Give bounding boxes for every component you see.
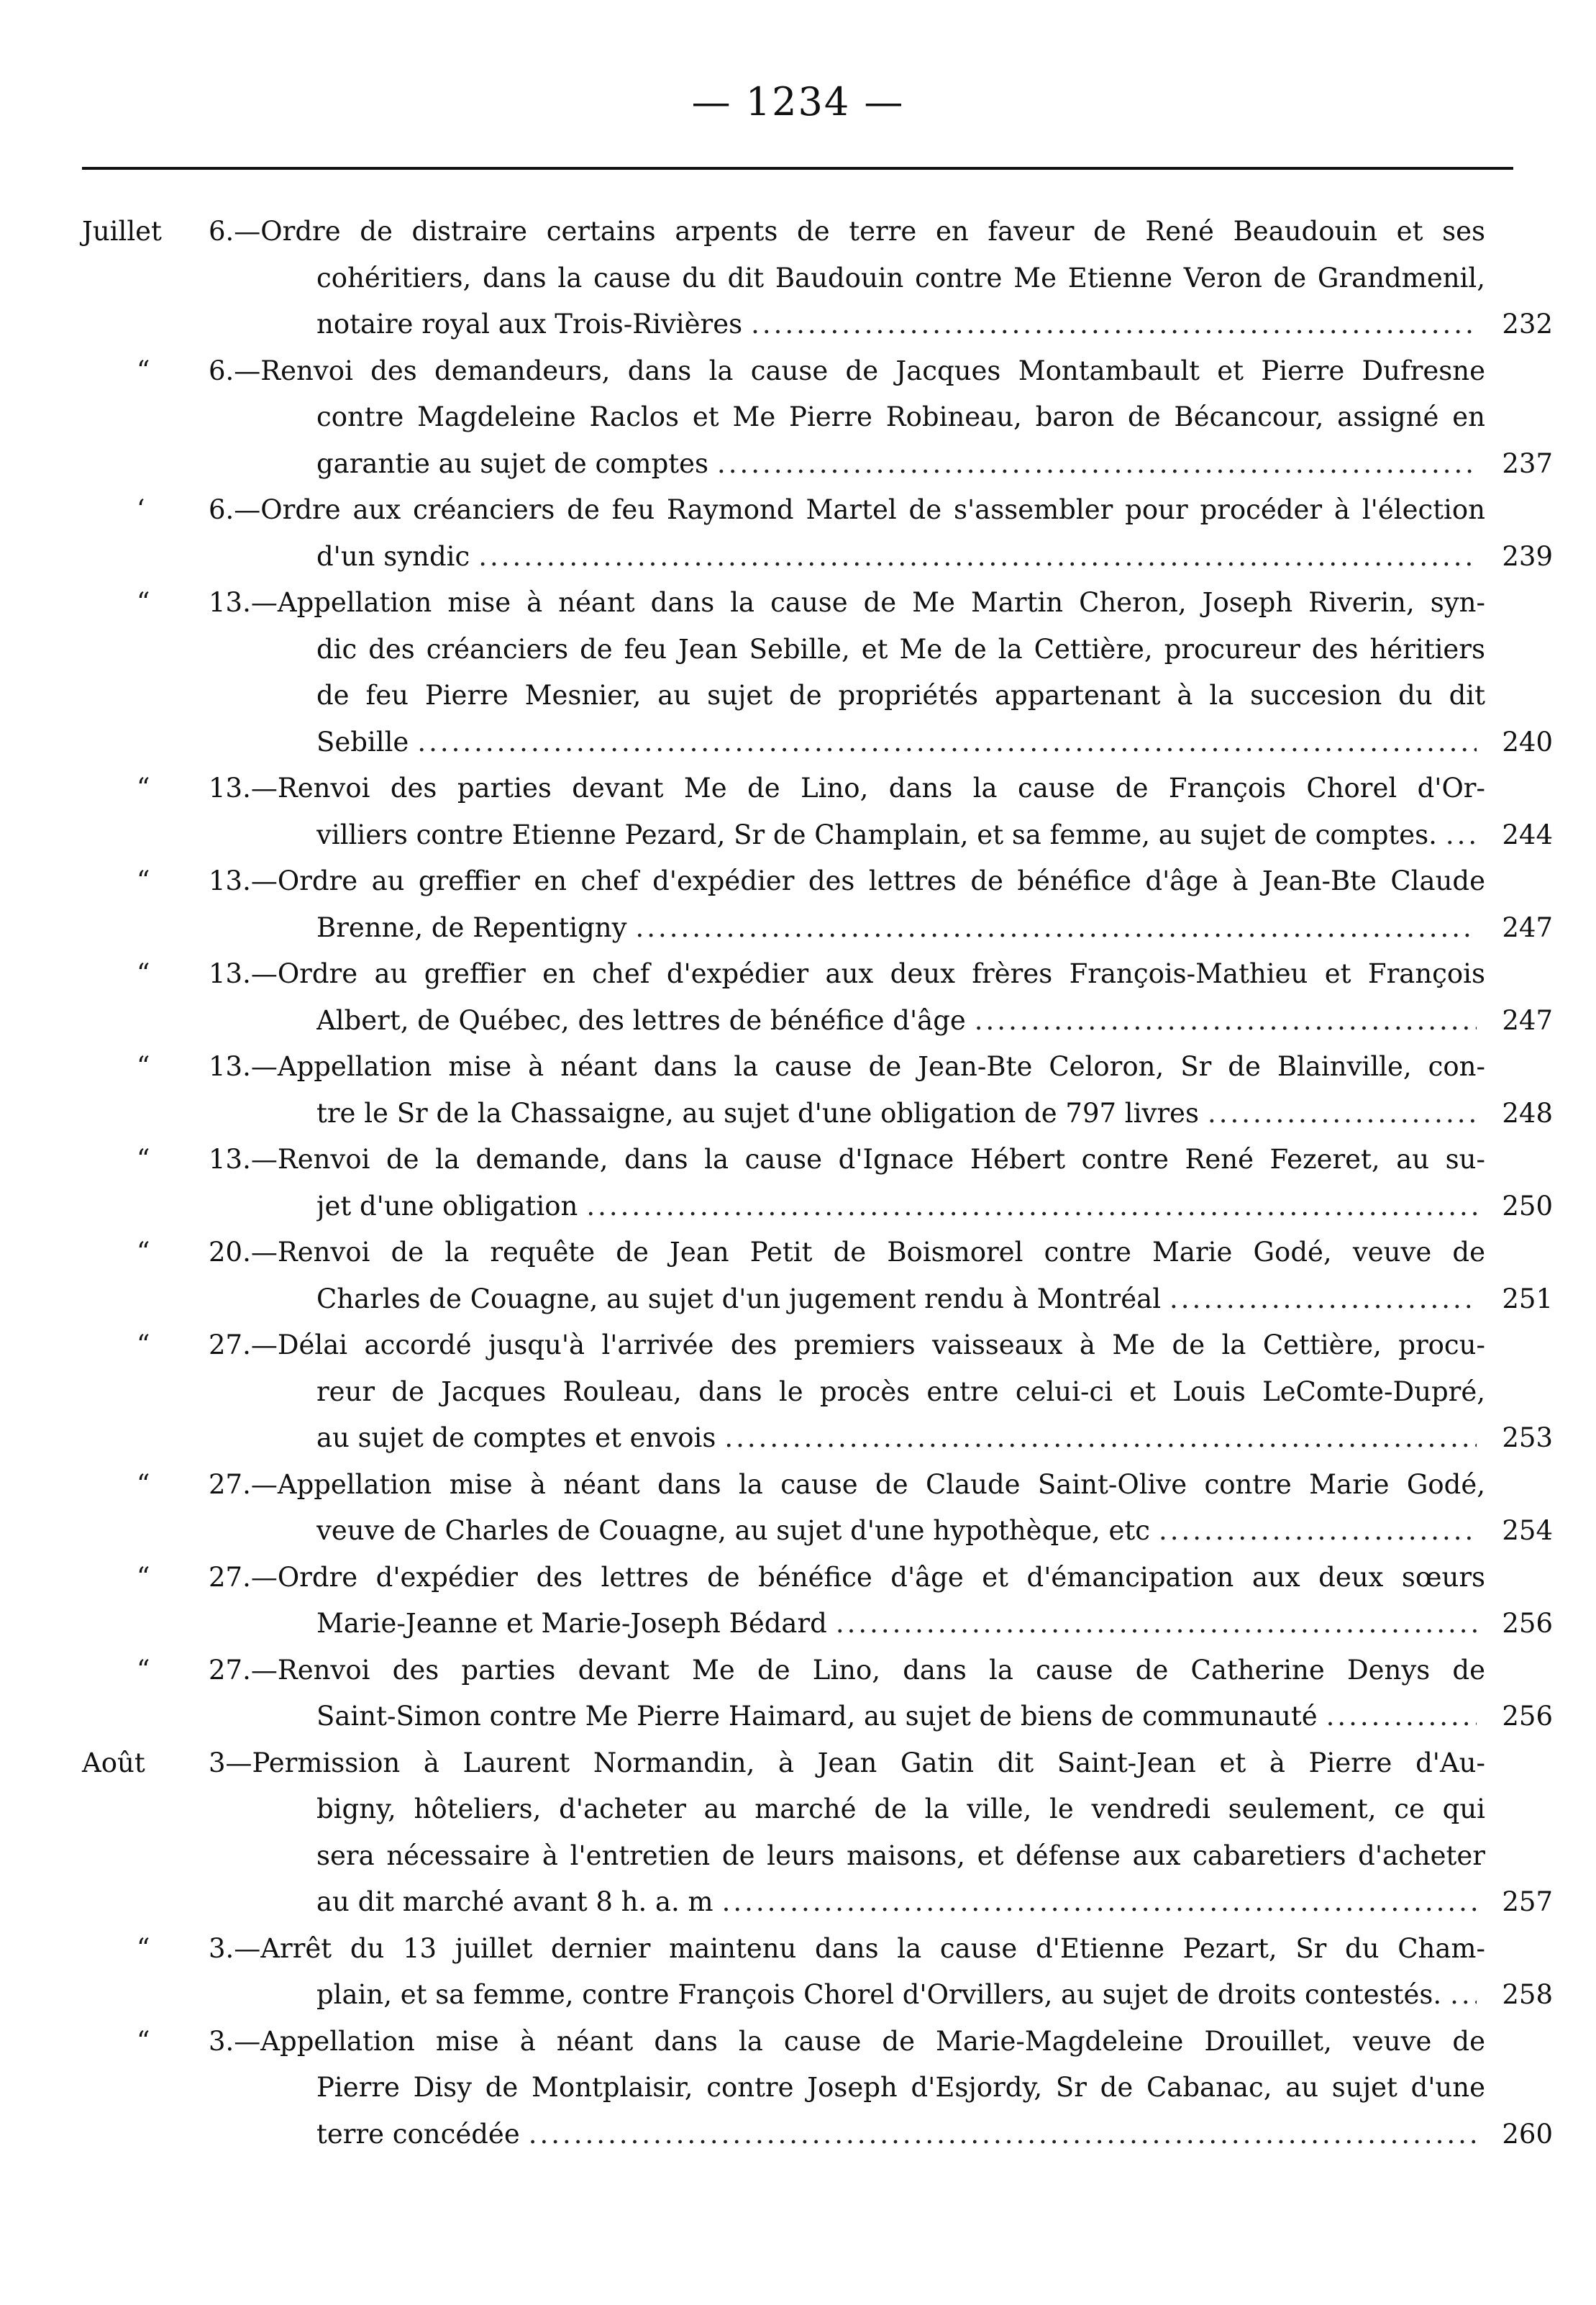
entry-line [0, 1601, 1596, 1647]
page-reference: 260 [1502, 2118, 1553, 2150]
page-reference: 256 [1502, 1608, 1553, 1639]
entry-line [0, 1415, 1596, 1462]
ditto-mark: “ [137, 1145, 150, 1174]
entry-line [0, 580, 1596, 627]
dot-leader [836, 1601, 1477, 1647]
entry-text: 3—Permission à Laurent Normandin, à Jean Gatin dit Saint-Jean et à Pierre d'Au- [209, 1747, 1485, 1778]
ditto-mark: ‘ [137, 495, 145, 524]
page-reference: 251 [1502, 1283, 1553, 1314]
entry-text: 27.—Appellation mise à néant dans la cause de Claude Saint-Olive contre Marie Godé, [209, 1468, 1485, 1500]
dot-leader [751, 301, 1477, 348]
entry-line [0, 2111, 1596, 2158]
entry-text: 6.—Ordre de distraire certains arpents de terre en faveur de René Beaudouin et ses [209, 216, 1485, 247]
ditto-mark: “ [137, 1052, 150, 1081]
entry-line [0, 1462, 1596, 1509]
entry-line [0, 1322, 1596, 1369]
entry-text: 13.—Ordre au greffier en chef d'expédier aux deux frères François-Mathieu et François [209, 958, 1485, 989]
entry-text: 6.—Renvoi des demandeurs, dans la cause de Jacques Montambault et Pierre Dufresne [209, 355, 1485, 386]
entry-text-line: Charles de Couagne, au sujet d'un jugement rendu à Montréal [316, 1283, 1162, 1314]
entry-text-line: jet d'une obligation [316, 1190, 578, 1222]
entry-text [316, 1415, 1485, 1462]
entry-line [0, 1786, 1596, 1833]
index-entry [0, 951, 1596, 1044]
entry-line [0, 1693, 1596, 1740]
entry-line [0, 1740, 1596, 1787]
entry-line [0, 1091, 1596, 1137]
entry-text: de feu Pierre Mesnier, au sujet de propriétés appartenant à la succesion du dit [316, 680, 1485, 711]
page-reference: 247 [1502, 911, 1553, 943]
entry-text [316, 1601, 1485, 1647]
entry-text [316, 719, 1485, 766]
index-entry [0, 1137, 1596, 1229]
ditto-mark: “ [137, 1933, 150, 1963]
dot-leader [1326, 1693, 1477, 1740]
entry-text: 13.—Ordre au greffier en chef d'expédier des lettres de bénéfice d'âge à Jean-Bte Claude [209, 865, 1485, 896]
header-rule [82, 167, 1513, 170]
index-entry [0, 1926, 1596, 2019]
entry-text [316, 441, 1485, 488]
entry-text-line: veuve de Charles de Couagne, au sujet d'une hypothèque, etc [316, 1515, 1150, 1546]
month-label: Août [82, 1747, 145, 1778]
entry-text [316, 1508, 1485, 1555]
dot-leader [417, 719, 1477, 766]
entry-line [0, 673, 1596, 719]
entry-line [0, 998, 1596, 1045]
index-entry [0, 1229, 1596, 1322]
ditto-mark: “ [137, 355, 150, 386]
entry-text: reur de Jacques Rouleau, dans le procès entre celui-ci et Louis LeComte-Dupré, [316, 1376, 1485, 1407]
index-entry [0, 1647, 1596, 1740]
entry-line [0, 1647, 1596, 1694]
entry-text: 13.—Appellation mise à néant dans la cause de Jean-Bte Celoron, Sr de Blainville, con- [209, 1051, 1485, 1082]
month-label: Juillet [82, 216, 162, 247]
dot-leader [722, 1879, 1477, 1926]
entry-text [316, 301, 1485, 348]
entry-text: 6.—Ordre aux créanciers de feu Raymond Martel de s'assembler pour procéder à l'élection [209, 494, 1485, 525]
page-reference: 258 [1502, 1979, 1553, 2010]
entry-line [0, 1972, 1596, 2019]
dot-leader [586, 1183, 1477, 1230]
ditto-mark: “ [137, 1237, 150, 1267]
dot-leader [724, 1415, 1477, 1462]
entry-text-line: garantie au sujet de comptes [316, 447, 709, 479]
entry-line [0, 394, 1596, 441]
entry-line [0, 1229, 1596, 1276]
entry-text [316, 905, 1485, 952]
entry-text-line: Albert, de Québec, des lettres de bénéfice d'âge [316, 1004, 966, 1036]
dot-leader [1169, 1276, 1477, 1323]
ditto-mark: “ [137, 1655, 150, 1685]
entry-text-line: terre concédée [316, 2118, 520, 2150]
ditto-mark: “ [137, 2026, 150, 2056]
entry-line [0, 951, 1596, 998]
entry-text-line: d'un syndic [316, 540, 470, 572]
entry-text [316, 998, 1485, 1045]
entry-line [0, 441, 1596, 488]
entry-text-line: notaire royal aux Trois-Rivières [316, 309, 743, 340]
page-reference: 253 [1502, 1422, 1553, 1453]
entry-text: contre Magdeleine Raclos et Me Pierre Robineau, baron de Bécancour, assigné en [316, 401, 1485, 432]
index-entry [0, 1740, 1596, 1926]
page-reference: 244 [1502, 819, 1553, 850]
entry-line [0, 1926, 1596, 1973]
ditto-mark: “ [137, 866, 150, 896]
entry-text: 27.—Ordre d'expédier des lettres de bénéfice d'âge et d'émancipation aux deux sœurs [209, 1561, 1485, 1593]
entry-text-line: Sebille [316, 726, 409, 758]
dot-leader [529, 2111, 1477, 2158]
entry-text-line: tre le Sr de la Chassaigne, au sujet d'une obligation de 797 livres [316, 1097, 1199, 1129]
entry-line [0, 1555, 1596, 1601]
entry-text: bigny, hôteliers, d'acheter au marché de la ville, le vendredi seulement, ce qui [316, 1793, 1485, 1824]
entry-line [0, 1508, 1596, 1555]
entry-text [316, 812, 1485, 859]
ditto-mark: “ [137, 1562, 150, 1592]
ditto-mark: “ [137, 588, 150, 617]
dot-leader [635, 905, 1477, 952]
index-entry [0, 580, 1596, 765]
entry-line [0, 1044, 1596, 1091]
entry-line [0, 209, 1596, 255]
entry-text: cohéritiers, dans la cause du dit Baudouin contre Me Etienne Veron de Grandmenil, [316, 262, 1485, 294]
dot-leader [717, 441, 1477, 488]
entry-line [0, 534, 1596, 581]
entry-text-line: au dit marché avant 8 h. a. m [316, 1886, 713, 1917]
entry-text-line: au sujet de comptes et envois [316, 1422, 716, 1453]
entry-line [0, 1879, 1596, 1926]
page-reference: 239 [1502, 540, 1553, 572]
entry-text [316, 2111, 1485, 2158]
dot-leader [1208, 1091, 1477, 1137]
dot-leader [1159, 1508, 1477, 1555]
entry-line [0, 858, 1596, 905]
entry-text [316, 1693, 1485, 1740]
entry-text [316, 534, 1485, 581]
ditto-mark: “ [137, 959, 150, 988]
page-reference: 256 [1502, 1701, 1553, 1732]
entry-line [0, 2019, 1596, 2065]
entry-list [0, 209, 1596, 2158]
page-number-header: — 1234 — [691, 79, 905, 124]
dot-leader [975, 998, 1477, 1045]
ditto-mark: “ [137, 1469, 150, 1499]
entry-text: 27.—Renvoi des parties devant Me de Lino, dans la cause de Catherine Denys de [209, 1654, 1485, 1686]
entry-line [0, 1276, 1596, 1323]
entry-line [0, 719, 1596, 766]
entry-line [0, 812, 1596, 859]
index-entry [0, 1322, 1596, 1462]
entry-text: 27.—Délai accordé jusqu'à l'arrivée des premiers vaisseaux à Me de la Cettière, procu- [209, 1329, 1485, 1360]
page-reference: 247 [1502, 1004, 1553, 1036]
entry-line [0, 765, 1596, 812]
entry-line [0, 255, 1596, 302]
index-entry [0, 2019, 1596, 2158]
page-reference: 248 [1502, 1097, 1553, 1129]
index-entry [0, 765, 1596, 858]
entry-text [316, 1879, 1485, 1926]
entry-text-line: Brenne, de Repentigny [316, 911, 627, 943]
index-entry [0, 1044, 1596, 1137]
entry-line [0, 627, 1596, 673]
ditto-mark: “ [137, 1330, 150, 1360]
entry-text: sera nécessaire à l'entretien de leurs maisons, et défense aux cabaretiers d'acheter [316, 1840, 1485, 1871]
dot-leader [1446, 812, 1477, 859]
dot-leader [478, 534, 1477, 581]
index-entry [0, 1462, 1596, 1555]
index-entry [0, 487, 1596, 580]
entry-line [0, 348, 1596, 395]
entry-text: 20.—Renvoi de la requête de Jean Petit de Boismorel contre Marie Godé, veuve de [209, 1237, 1485, 1268]
entry-line [0, 1137, 1596, 1183]
index-entry [0, 1555, 1596, 1647]
entry-text: 13.—Appellation mise à néant dans la cause de Me Martin Cheron, Joseph Riverin, syn- [209, 587, 1485, 618]
entry-text-line: villiers contre Etienne Pezard, Sr de Champlain, et sa femme, au sujet de comptes. [316, 819, 1437, 850]
entry-text [316, 1972, 1485, 2019]
page-reference: 240 [1502, 726, 1553, 758]
entry-text: 3.—Appellation mise à néant dans la cause de Marie-Magdeleine Drouillet, veuve de [209, 2025, 1485, 2057]
entry-text: Pierre Disy de Montplaisir, contre Joseph d'Esjordy, Sr de Cabanac, au sujet d'une [316, 2072, 1485, 2103]
entry-line [0, 2065, 1596, 2111]
entry-text: 13.—Renvoi de la demande, dans la cause d'Ignace Hébert contre René Fezeret, au su- [209, 1144, 1485, 1175]
ditto-mark: “ [137, 773, 150, 803]
entry-text: dic des créanciers de feu Jean Sebille, et Me de la Cettière, procureur des héritiers [316, 633, 1485, 665]
entry-text [316, 1091, 1485, 1137]
page-reference: 250 [1502, 1190, 1553, 1222]
entry-line [0, 1833, 1596, 1880]
entry-text-line: plain, et sa femme, contre François Chorel d'Orvillers, au sujet de droits contestés. [316, 1979, 1442, 2010]
entry-line [0, 905, 1596, 952]
entry-line [0, 487, 1596, 534]
entry-line [0, 301, 1596, 348]
page-reference: 257 [1502, 1886, 1553, 1917]
index-entry [0, 858, 1596, 951]
page-reference: 237 [1502, 447, 1553, 479]
page-reference: 254 [1502, 1515, 1553, 1546]
index-entry [0, 209, 1596, 348]
entry-text-line: Marie-Jeanne et Marie-Joseph Bédard [316, 1608, 827, 1639]
entry-line [0, 1369, 1596, 1416]
entry-line [0, 1183, 1596, 1230]
entry-text: 13.—Renvoi des parties devant Me de Lino, dans la cause de François Chorel d'Or- [209, 773, 1485, 804]
entry-text-line: Saint-Simon contre Me Pierre Haimard, au sujet de biens de communauté [316, 1701, 1318, 1732]
index-entry [0, 348, 1596, 488]
page-reference: 232 [1502, 309, 1553, 340]
entry-text: 3.—Arrêt du 13 juillet dernier maintenu dans la cause d'Etienne Pezart, Sr du Cham- [209, 1932, 1485, 1964]
entry-text [316, 1183, 1485, 1230]
entry-text [316, 1276, 1485, 1323]
dot-leader [1450, 1972, 1477, 2019]
